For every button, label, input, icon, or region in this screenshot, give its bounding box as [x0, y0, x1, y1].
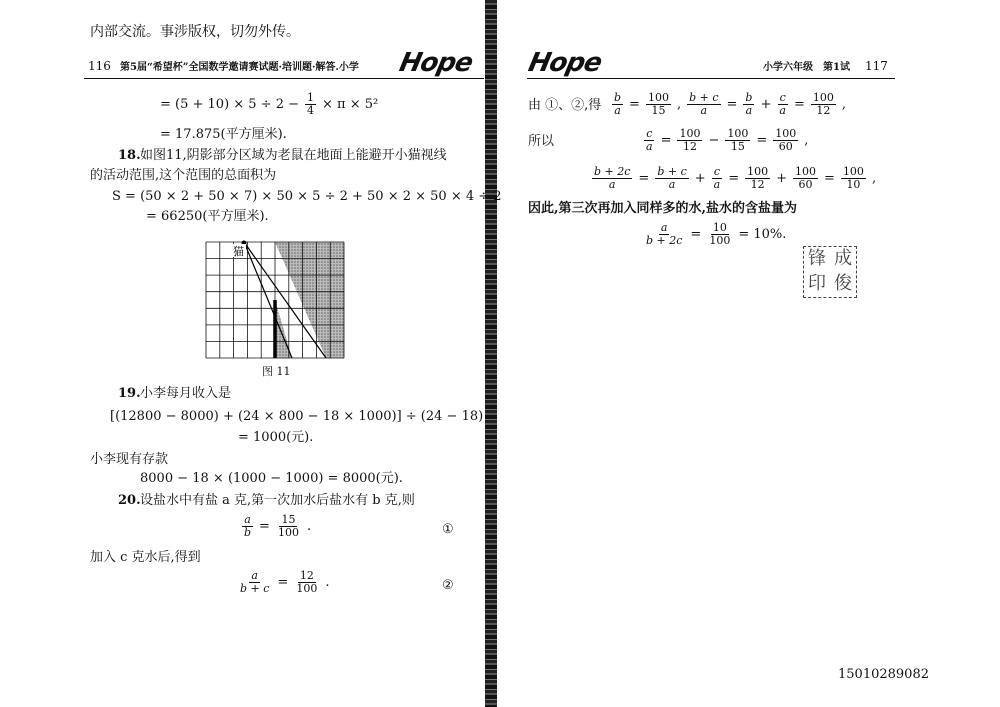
- q20-text-line2: 加入 c 克水后,得到: [90, 550, 201, 565]
- q18-equation1: S = (50 × 2 + 50 × 7) × 50 × 5 ÷ 2 + 50 × 2 × 50 × 4 ÷ 2: [112, 189, 502, 204]
- right-conclusion-text: 因此,第三次再加入同样多的水,盐水的含盐量为: [528, 201, 798, 216]
- cat-label: 猫: [233, 245, 244, 258]
- left-page-header: [84, 50, 484, 79]
- marker-1: ①: [442, 522, 454, 537]
- q20-number: 20.: [118, 493, 141, 508]
- right-equation2: $\frac{c}{a}$ = $\frac{100}{12}$ − $\frac{100}{15}$ = $\frac{100}{60}$ ,: [646, 127, 809, 153]
- q18-text-line1: 如图11,阴影部分区域为老鼠在地面上能避开小猫视线: [140, 148, 447, 163]
- right-equation1: $\frac{b}{a}$ = $\frac{100}{15}$ , $\frac{b + c}{a}$ = $\frac{b}{a}$ + $\frac{c}{a}$ = $\frac{100}{12}$ ,: [614, 91, 846, 117]
- seal-stamp: 锋 成 印 俊: [803, 246, 857, 298]
- q19-equation2: = 1000(元).: [238, 430, 314, 445]
- right-page-header: [527, 48, 895, 79]
- hope-logo: Hope: [525, 48, 605, 78]
- right-equation4: $\frac{a}{b + 2c}$ = $\frac{10}{100}$ = 10%.: [646, 221, 787, 247]
- figure-11-grid: [204, 240, 346, 360]
- q20-equation2: $\frac{a}{b + c}$ = $\frac{12}{100}$ .: [240, 569, 330, 595]
- q19-equation1: [(12800 − 8000) + (24 × 800 − 18 × 1000)] ÷ (24 − 18): [110, 409, 484, 424]
- right-equation3: $\frac{b + 2c}{a}$ = $\frac{b + c}{a}$ + $\frac{c}{a}$ = $\frac{100}{12}$ + $\frac{100}{60}$ = $\frac{100}{10}$ ,: [594, 165, 877, 191]
- eq-area-line1: = (5 + 10) × 5 ÷ 2 − $\frac{1}{4}$ × π × 5²: [160, 91, 379, 117]
- right-line1-lead: 由 ①、②,得: [528, 98, 602, 113]
- left-header-title: 第5届“希望杯”全国数学邀请赛试题·培训题·解答.小学: [120, 62, 359, 73]
- eq-area-line2: = 17.875(平方厘米).: [160, 127, 287, 142]
- q19-text-line2: 小李现有存款: [90, 452, 169, 467]
- q19-text-line1: 小李每月收入是: [140, 386, 232, 401]
- figure-11-caption: 图 11: [262, 365, 291, 378]
- right-header-grade: 小学六年级: [763, 62, 813, 73]
- marker-2: ②: [442, 578, 454, 593]
- q18-number: 18.: [118, 148, 141, 163]
- q20-text-line1: 设盐水中有盐 a 克,第一次加水后盐水有 b 克,则: [140, 493, 415, 508]
- footer-id: 15010289082: [838, 667, 929, 682]
- right-line2-lead: 所以: [528, 134, 555, 149]
- q19-equation3: 8000 − 18 × (1000 − 1000) = 8000(元).: [140, 471, 403, 486]
- q18-equation2: = 66250(平方厘米).: [146, 209, 269, 224]
- right-header-test: 第1试: [823, 62, 850, 73]
- book-spine: [485, 0, 497, 707]
- q20-equation1: $\frac{a}{b}$ = $\frac{15}{100}$ .: [244, 513, 312, 539]
- right-page-number: 117: [865, 59, 888, 73]
- q19-number: 19.: [118, 386, 141, 401]
- copyright-note: 内部交流。事涉版权，切勿外传。: [90, 24, 300, 40]
- hope-logo: Hope: [396, 48, 476, 78]
- shaded-area-bottom: [275, 300, 292, 358]
- q18-text-line2: 的活动范围,这个范围的总面积为: [90, 168, 277, 183]
- left-page-number: 116: [88, 59, 111, 73]
